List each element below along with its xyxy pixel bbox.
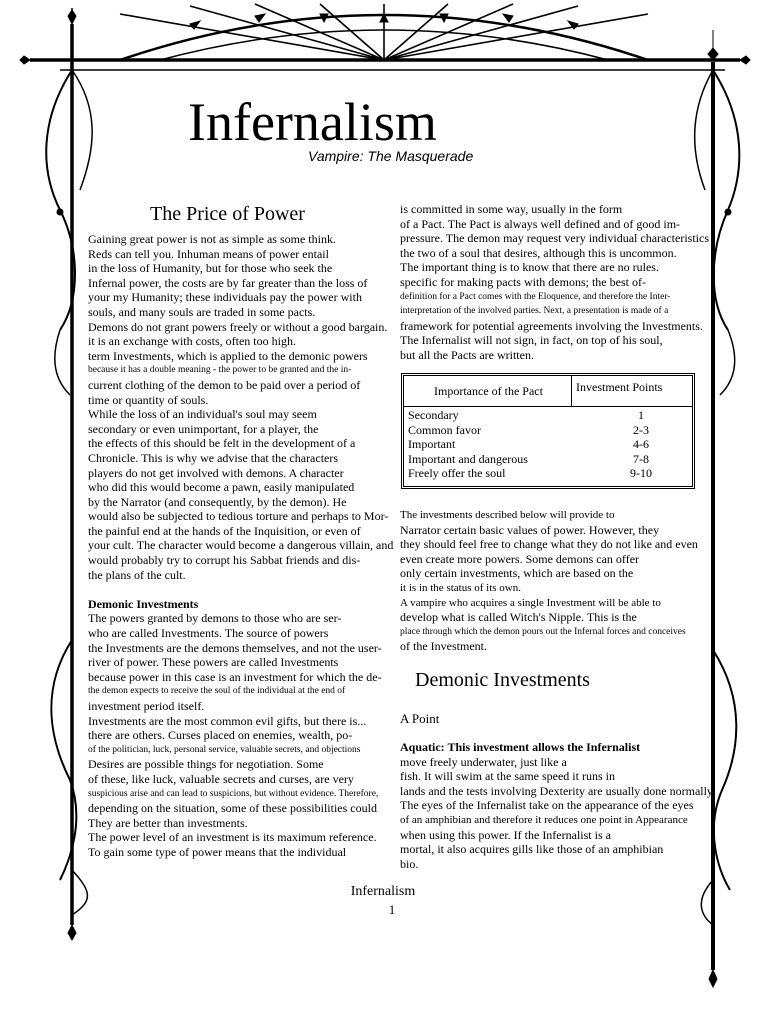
text-line: of a Pact. The Pact is always well defined and of good im- bbox=[400, 216, 681, 231]
text-line: Narrator certain basic values of power. However, they bbox=[400, 522, 660, 537]
text-line: Investments are the most common evil gifts, but there is... bbox=[88, 713, 367, 728]
text-line: your cult. The character would become a dangerous villain, and bbox=[88, 538, 394, 553]
text-line: fish. It will swim at the same speed it runs in bbox=[400, 769, 615, 784]
text-line: The investments described below will provide to bbox=[400, 509, 615, 521]
text-line: They are better than investments. bbox=[88, 815, 248, 830]
text-line: A vampire who acquires a single Investment will be able to bbox=[400, 596, 661, 609]
text-line: only certain investments, which are based on the bbox=[400, 566, 634, 581]
text-line: there are others. Curses placed on enemies, wealth, po- bbox=[88, 728, 353, 743]
text-line: your my Humanity; these individuals pay the power with bbox=[88, 290, 362, 305]
text-line: interpretation of the involved parties. Next, a presentation is made of a bbox=[400, 306, 669, 317]
investment-points: 2-3 bbox=[633, 422, 649, 437]
right-column-mid-text bbox=[400, 508, 720, 654]
text-line: it is an exchange with costs, often too high. bbox=[88, 334, 296, 349]
text-line: by the Narrator (and consequently, by the demon). He bbox=[88, 494, 347, 509]
pact-importance: Important and dangerous bbox=[408, 451, 528, 466]
text-line: would also be subjected to tedious torture and perhaps to Mor- bbox=[88, 509, 389, 524]
text-line: but all the Pacts are written. bbox=[400, 347, 534, 362]
table-row bbox=[408, 408, 688, 423]
text-line: Chronicle. This is why we advise that the characters bbox=[88, 450, 339, 465]
text-line: To gain some type of power means that the individual bbox=[88, 844, 347, 859]
document-subtitle: Vampire: The Masquerade bbox=[308, 148, 474, 164]
text-line: Demonic Investments bbox=[88, 596, 199, 611]
pact-importance: Freely offer the soul bbox=[408, 466, 506, 481]
text-line: Aquatic: This investment allows the Infernalist bbox=[400, 740, 641, 754]
text-line: of the Investment. bbox=[400, 639, 487, 654]
text-line: Demons do not grant powers freely or without a good bargain. bbox=[88, 319, 388, 334]
table-header bbox=[404, 376, 692, 407]
text-line: The important thing is to know that there are no rules. bbox=[400, 260, 659, 275]
text-line: river of power. These powers are called Investments bbox=[88, 655, 339, 670]
pact-importance: Common favor bbox=[408, 422, 481, 437]
text-line: While the loss of an individual's soul may seem bbox=[88, 407, 317, 422]
text-line: specific for making pacts with demons; the best of- bbox=[400, 274, 646, 289]
text-line: Infernal power, the costs are by far greater than the loss of bbox=[88, 275, 368, 290]
text-line: mortal, it also acquires gills like those of an amphibian bbox=[400, 842, 664, 857]
document-title: Infernalism bbox=[188, 92, 437, 152]
text-line: players do not get involved with demons. A character bbox=[88, 465, 344, 480]
right-column-top-text bbox=[400, 202, 710, 363]
pact-importance-table bbox=[401, 373, 695, 489]
text-line: of the politician, luck, personal service, valuable secrets, and objections bbox=[88, 744, 361, 755]
text-line: of these, like luck, valuable secrets and curses, are very bbox=[88, 771, 354, 786]
text-line: depending on the situation, some of these possibilities could bbox=[88, 801, 377, 816]
section-heading-price-of-power: The Price of Power bbox=[150, 203, 305, 225]
subheading-a-point: A Point bbox=[400, 711, 440, 726]
text-line: place through which the demon pours out the Infernal forces and conceives bbox=[400, 626, 686, 637]
text-line: the two of a soul that desires, although this is uncommon. bbox=[400, 245, 677, 260]
text-line: when using this power. If the Infernalist is a bbox=[400, 827, 611, 842]
text-line: the painful end at the hands of the Inquisition, or even of bbox=[88, 523, 361, 538]
table-divider bbox=[571, 376, 572, 406]
text-line: lands and the tests involving Dexterity are usually done normally bbox=[400, 783, 713, 798]
text-line: souls, and many souls are traded in some pacts. bbox=[88, 304, 316, 319]
text-line: it is in the status of its own. bbox=[400, 581, 521, 594]
investment-points: 7-8 bbox=[633, 451, 649, 466]
investment-points: 9-10 bbox=[630, 466, 652, 481]
text-line: investment period itself. bbox=[88, 699, 205, 713]
pact-importance: Secondary bbox=[408, 408, 459, 422]
text-line: The eyes of the Infernalist take on the appearance of the eyes bbox=[400, 798, 694, 813]
text-line: would probably try to corrupt his Sabbat friends and dis- bbox=[88, 553, 361, 568]
text-line: Reds can tell you. Inhuman means of power entail bbox=[88, 246, 329, 261]
text-line: bio. bbox=[400, 856, 419, 871]
table-body bbox=[408, 408, 688, 481]
left-column-text bbox=[88, 232, 394, 860]
text-line: develop what is called Witch's Nipple. This is the bbox=[400, 610, 637, 625]
text-line: framework for potential agreements involving the Investments. bbox=[400, 318, 703, 333]
text-line: of an amphibian and therefore it reduces one point in Appearance bbox=[400, 813, 688, 826]
text-line: who did this would become a pawn, easily manipulated bbox=[88, 480, 355, 495]
text-line: time or quantity of souls. bbox=[88, 392, 209, 407]
table-header-importance: Importance of the Pact bbox=[434, 384, 543, 398]
right-column-bottom-text bbox=[400, 740, 713, 871]
text-line: suspicious arise and can lead to suspicions, but without evidence. Therefore, bbox=[88, 788, 379, 799]
text-line: the effects of this should be felt in the development of a bbox=[88, 436, 356, 451]
text-line: The powers granted by demons to those who are ser- bbox=[88, 611, 342, 626]
text-line: in the loss of Humanity, but for those who seek the bbox=[88, 261, 333, 276]
investment-points: 1 bbox=[638, 408, 644, 422]
text-line: Desires are possible things for negotiation. Some bbox=[88, 757, 324, 772]
text-line: definition for a Pact comes with the Eloquence, and therefore the Inter- bbox=[400, 291, 671, 302]
text-line: secondary or even unimportant, for a player, the bbox=[88, 421, 319, 436]
text-line: who are called Investments. The source of powers bbox=[88, 626, 329, 641]
text-line: because it has a double meaning - the power to be granted and the in- bbox=[88, 365, 352, 376]
text-line: they should feel free to change what they do not like and even bbox=[400, 537, 698, 552]
section-heading-demonic-investments: Demonic Investments bbox=[415, 669, 590, 691]
table-row bbox=[408, 452, 688, 467]
text-line: The power level of an investment is its maximum reference. bbox=[88, 830, 377, 845]
text-line: is committed in some way, usually in the form bbox=[400, 202, 623, 216]
text-line: move freely underwater, just like a bbox=[400, 754, 567, 769]
text-line: current clothing of the demon to be paid over a period of bbox=[88, 377, 361, 392]
text-line: because power in this case is an investment for which the de- bbox=[88, 669, 382, 684]
footer-title: Infernalism bbox=[350, 884, 416, 899]
text-line: the Investments are the demons themselves, and not the user- bbox=[88, 640, 382, 655]
text-line bbox=[88, 582, 394, 597]
table-row bbox=[408, 437, 688, 452]
table-row bbox=[408, 423, 688, 438]
text-line: the demon expects to receive the soul of the individual at the end of bbox=[88, 686, 346, 697]
text-line: term Investments, which is applied to the demonic powers bbox=[88, 348, 368, 363]
investment-points: 4-6 bbox=[633, 437, 649, 452]
text-line: the plans of the cult. bbox=[88, 567, 186, 582]
text-line: pressure. The demon may request very individual characteristics bbox=[400, 231, 710, 246]
table-row bbox=[408, 466, 688, 481]
text-line: Gaining great power is not as simple as some think. bbox=[88, 232, 336, 246]
text-line: even create more powers. Some demons can offer bbox=[400, 551, 640, 566]
pact-importance: Important bbox=[408, 437, 456, 452]
page-number: 1 bbox=[388, 902, 396, 917]
text-line: The Infernalist will not sign, in fact, on top of his soul, bbox=[400, 333, 663, 348]
table-header-points: Investment Points bbox=[576, 380, 663, 394]
